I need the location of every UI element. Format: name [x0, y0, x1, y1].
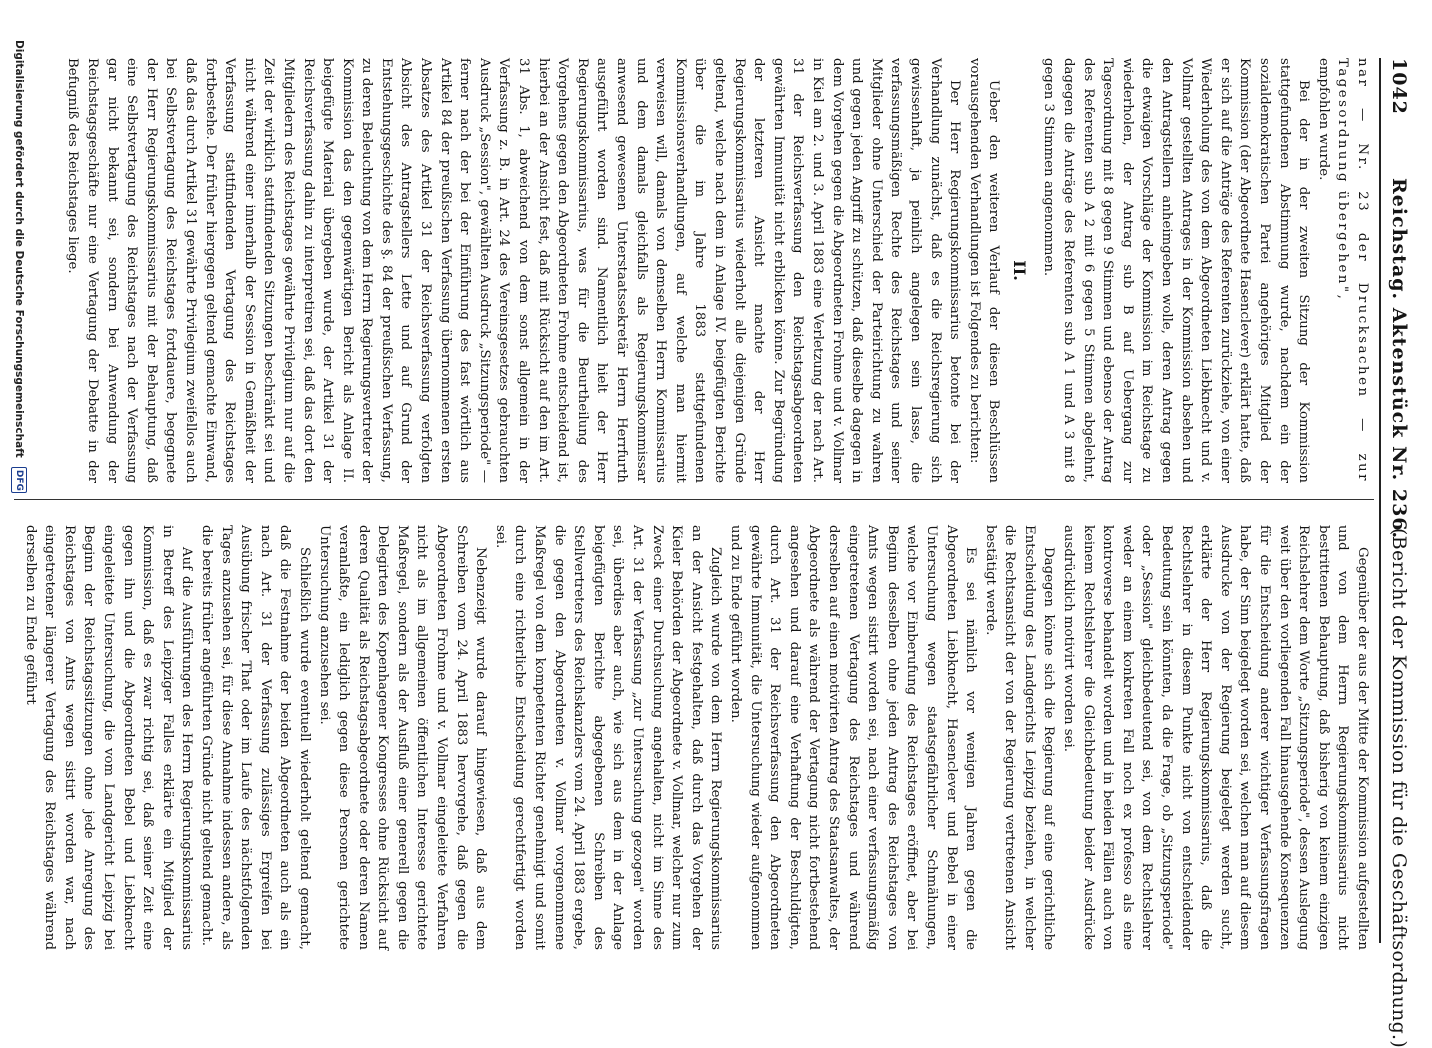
paragraph: Auf die Ausführungen des Herrn Regierungskommissarius in Betreff des Leipziger Falles erklärte ein Mitglied der Kommission, daß es zwar richtig sei, daß seiner Zeit eine gegen ihn und die Abgeordneten Bebel und Liebknecht eingeleitete Untersuchung, die vom Landgericht Leipzig bei Beginn der Reichstagssitzungen ohne jede Anregung des Reichstages von Amts wegen sistirt worden war, nach eingetretener längerer Vertagung des Reichstages während derselben zu Ende geführt — [22, 525, 195, 950]
left-column — [12, 58, 1372, 483]
paragraph: Schließlich wurde eventuell wiederholt geltend gemacht, daß die Festnahme der beiden Abgeordneten auch als ein nach Art. 31 der Verfassung zulässiges Ergreifen bei Ausübung frischer That oder im Laufe des nächstfolgenden Tages anzusehen sei, für diese Annahme indessen andere, als die bereits früher angeführten Gründe nicht geltend gemacht. — [198, 525, 312, 950]
paragraph: Ueber den weiteren Verlauf der diesen Beschlüssen vorausgehenden Verhandlungen ist Folgendes zu berichten: — [966, 58, 1002, 483]
page-number: 1042 — [1388, 58, 1410, 115]
paragraph: empfohlen wurde. — [1315, 58, 1331, 181]
credit-text: Digitalisierung gefördert durch die Deutsche Forschungsgemeinschaft — [13, 40, 25, 458]
paragraph: nar — Nr. 23 der Drucksachen — zur Tagesordnung übergehen", — [1335, 58, 1370, 483]
section-heading: II. — [1009, 260, 1029, 281]
paragraph: Dagegen könne sich die Regierung auf eine gerichtliche Entscheidung des Landgerichts Leipzig beziehen, in welcher die Rechtsansicht der von der Regierung vertretenen Ansicht bestätigt werde. — [982, 525, 1057, 950]
dfg-logo: DFG — [11, 467, 27, 493]
page-header — [1379, 58, 1417, 1048]
paragraph: Nebenzeigt wurde darauf hingewiesen, daß aus dem Schreiben vom 24. April 1883 hervorgehe, daß gegen die Abgeordneten Frohme und v. Vollmar eingeleitete Verfahren nicht als im allgemeinen öffentlichen Interesse gerichtete Maßregel, sondern als der Ausfluß einer generell gegen die Delegirten des Kopenhagener Kongresses ohne Rücksicht auf deren Qualität als Reichstagsabgeordnete oder deren Namen veranlaßte, ein lediglich gegen diese Personen gerichtete Untersuchung anzusehen sei. — [316, 525, 489, 950]
column-divider — [14, 499, 1374, 500]
running-title: (Bericht der Kommission für die Geschäftsordnung.) — [1388, 528, 1410, 1048]
paragraph: Bei der in der zweiten Sitzung der Kommission stattgefundenen Abstimmung wurde, nachdem ein der sozialdemokratischen Partei angehöriges Mitglied der Kommission (der Abgeordnete Hasenclever) erklärt hatte, daß er sich auf die Anträge des Referenten zurückziehe, von einer Wiederholung des von dem Abgeordneten Liebknecht und v. Vollmar gestellten Antrages in der Kommission absehen und den Antragstellern anheimgeben wolle, deren Antrag gegen die etwaigen Vorschläge der Kommission im Reichstage zu wiederholen, der Antrag sub B auf Uebergang zur Tagesordnung mit 8 gegen 9 Stimmen und ebenso der Antrag des Referenten sub A 2 mit 6 gegen 5 Stimmen abgelehnt, dagegen die Anträge des Referenten sub A 1 und A 3 mit 8 gegen 3 Stimmen angenommen. — [1041, 58, 1312, 483]
paragraph: Der Herr Regierungskommissarius betonte bei der Verhandlung zunächst, daß es die Reichsregierung sich gewissenhaft, ja peinlich angelegen sein lasse, die verfassungsmäßigen Rechte des Reichstages und seiner Mitglieder ohne Unterschied der Parteirichtung zu wahren und gegen jeden Angriff zu schützen, daß dieselbe dagegen in dem Vorgehen gegen die Abgeordneten Frohme und v. Vollmar in Kiel am 2. und 3. April 1883 eine Verletzung der nach Art. 31 der Reichsverfassung den Reichstagsabgeordneten gewährten Immunität nicht erblicken könne. Zur Begründung der letzteren Ansicht machte der Herr Regierungskommissarius wiederholt alle diejenigen Gründe geltend, welche nach dem in Anlage IV. beigefügten Berichte über die im Jahre 1883 stattgefundenen Kommissionsverhandlungen, auf welche man hiermit verweisen will, damals von demselben Herrn Kommissarius und dem damals gleichfalls als Regierungskommissar anwesend gewesenen Unterstaatssekretär Herrn Herrfurth ausgeführt worden sind. Namentlich hielt der Herr Regierungskommissarius, was für die Beurtheilung des Vorgehens gegen den Abgeordneten Frohme entscheidend ist, hierbei an der Ansicht fest, daß mit Rücksicht auf den im Art. 31 Abs. 1, abweichend von dem sonst allgemein in der Verfassung z. B. in Art. 24 des Vereinsgesetzes gebrauchten Ausdruck „Session", gewählten Ausdruck „Sitzungsperiode" — ferner nach der bei der Einführung des fast wörtlich aus Artikel 84 der preußischen Verfassung übernommenen ersten Absatzes des Artikel 31 der Reichsverfassung verfolgten Absicht des Antragstellers Lette und auf Grund der Entstehungsgeschichte des §. 84 der preußischen Verfassung, zu deren Beleuchtung von dem Herrn Regierungsvertreter der Kommission das den gegenwärtigen Bericht als Anlage II. beigefügte Material übergeben wurde, der Artikel 31 der Reichsverfassung dahin zu interpretiren sei, daß das dort den Mitgliedern des Reichstages gewährte Privilegium nur auf die Zeit der wirklich stattfindenden Sitzungen beschränkt sei und nicht während einer innerhalb der Session in Gemäßheit der Verfassung stattfindenden Vertagung des Reichstages fortbestehe. Der früher hiergegen geltend gemachte Einwand, daß das durch Artikel 31 gewährte Privilegium zweifellos auch bei Selbstvertagung des Reichstages fortdauere, begegnete der Herr Regierungskommissarius mit der Behauptung, daß eine Selbstvertagung des Reichstages nach der Verfassung gar nicht bekannt sei, sondern bei Anwendung der Reichstagsgeschäfte nur eine Vertagung der Debatte in der Befugniß des Reichstages liege. — [65, 58, 963, 483]
digitization-credit — [8, 40, 30, 970]
right-column — [12, 525, 1372, 950]
paragraph: Zugleich wurde von dem Herrn Regierungskommissarius an der Ansicht festgehalten, daß durch das Vorgehen der Kieler Behörden der Abgeordnete v. Vollmar, welcher nur zum Zweck einer Durchsuchung angehalten, nicht im Sinne des Art. 31 der Verfassung „zur Untersuchung gezogen" worden sei, überdies aber auch, wie sich aus dem in der Anlage beigefügten Berichte abgegebenen Schreiben des Stellvertreters des Reichskanzlers vom 24. April 1883 ergebe, die gegen den Abgeordneten v. Vollmar vorgenommene Maßregel von dem kompetenten Richter genehmigt und somit durch eine richterliche Entscheidung gerechtfertigt worden sei. — [492, 525, 724, 950]
section-title: Reichstag. Aktenstück Nr. 236. — [1388, 178, 1410, 540]
paragraph: Es sei nämlich vor wenigen Jahren gegen die Abgeordneten Liebknecht, Hasenclever und Bebel in einer Untersuchung wegen staatsgefährlicher Schmähungen, welche vor Einberufung des Reichstages eröffnet, aber bei Beginn desselben ohne jeden Antrag des Reichstages von Amts wegen sistirt worden sei, nach einer verfassungsmäßig eingetretenen Vertagung des Reichstages und während derselben auf einen motivirten Antrag des Staatsanwaltes, der Abgeordnete als während der Vertagung nicht fortbestehend angesehen und darauf eine Verhaftung der Beschuldigten, durch Art. 31 der Reichsverfassung den Abgeordneten gewährte Immunität, die Untersuchung wieder aufgenommen und zu Ende geführt worden. — [728, 525, 979, 950]
paragraph: Gegenüber der aus der Mitte der Kommission aufgestellten und von dem Herrn Regierungskommissarius nicht bestrittenen Behauptung, daß bisherig von keinem einzigen Reichslehrer dem Worte „Sitzungsperiode", dessen Auslegung weit über den vorliegenden Fall hinausgehende Konsequenzen für die Entscheidung anderer wichtiger Verfassungsfragen habe, der Sinn beigelegt worden sei, welchen man auf diesem Ausdrucke von der Regierung beigelegt werden sucht, erklärte der Herr Regierungskommissarius, daß die Rechtslehrer in diesem Punkte nicht von entscheidender Bedeutung sein könnten, da die Frage, ob „Sitzungsperiode" oder „Session" gleichbedeutend sei, von dem Rechtslehrer weder an einem konkreten Fall noch ex professo als eine kontroverse behandelt worden und in beiden Fällen auch von keinem Rechtslehrer die Gleichbedeutung beider Ausdrücke ausdrücklich motivirt worden sei. — [1061, 525, 1370, 950]
